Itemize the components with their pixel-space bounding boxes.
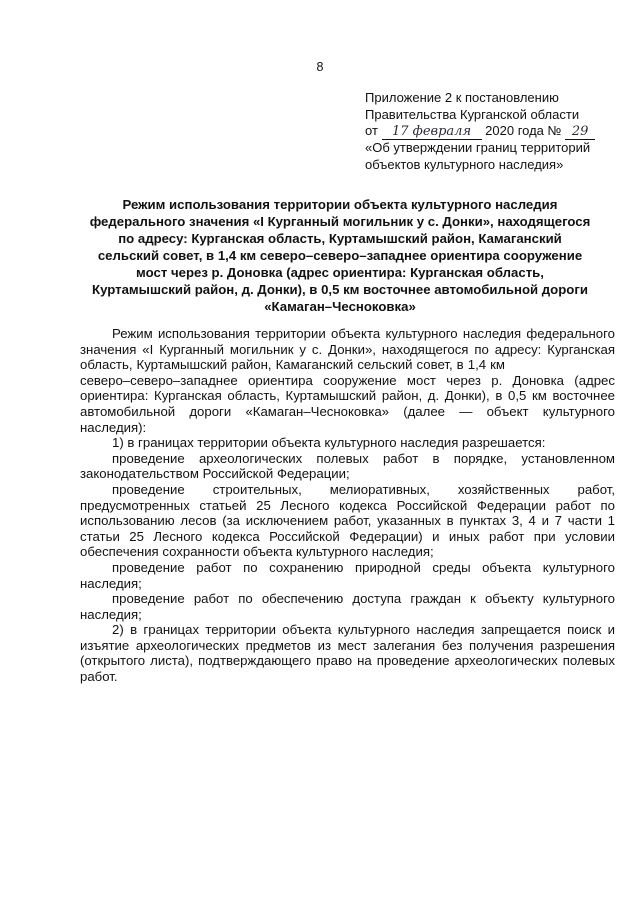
appendix-header xyxy=(365,90,610,173)
title-line: Куртамышский район, д. Донки), в 0,5 км восточнее автомобильной дороги xyxy=(92,282,588,297)
title-line: сельский совет, в 1,4 км северо–северо–западнее ориентира сооружение xyxy=(97,248,583,263)
appendix-line-2: Правительства Курганской области xyxy=(365,106,580,122)
clause-2-paragraph: 2) в границах территории объекта культурного наследия запрещается поиск и изъятие археологических предметов из мест залегания без получения разрешения (открытого листа), подтверждающего право на проведение археологических полевых работ. xyxy=(80,622,615,685)
appendix-from-label: от xyxy=(365,123,378,138)
permitted-item-paragraph: проведение строительных, мелиоративных, хозяйственных работ, предусмотренных статьей 25 Лесного кодекса Российской Федерации работ по использованию лесов (за исключением работ, указанных в пунктах 3, 4 и 7 части 1 статьи 25 Лесного кодекса Российской Федерации) и иных работ при условии обеспечения сохранности объекта культурного наследия; xyxy=(80,481,615,560)
permitted-item-paragraph: проведение работ по сохранению природной среды объекта культурного наследия; xyxy=(80,559,615,591)
handwritten-number: 29 xyxy=(565,125,595,140)
document-title xyxy=(60,196,620,315)
intro-paragraph xyxy=(80,326,615,435)
title-line: «Камаган–Чесноковка» xyxy=(264,299,416,314)
intro-text-b: северо–северо–западнее ориентира сооружение мост через р. Доновка (адрес ориентира: Курганская область, Куртамышский район, д. Донки), в 0,5 км восточнее автомобильной дороги «Камаган–Чесноковка» (далее — объект культурного наследия): xyxy=(80,372,615,435)
appendix-date-line xyxy=(365,123,610,140)
clause-1-paragraph: 1) в границах территории объекта культурного наследия разрешается: xyxy=(112,435,546,451)
appendix-line-4: «Об утверждении границ территорий xyxy=(365,140,591,155)
title-line: Режим использования территории объекта культурного наследия xyxy=(122,197,558,212)
appendix-line-5: объектов культурного наследия» xyxy=(365,156,564,172)
intro-text-a: Режим использования территории объекта культурного наследия федерального значения «I Курганный могильник у с. Донки», находящегося по адресу: Курганская область, Куртамышский район, Камаганский сельский совет, в 1,4 км xyxy=(80,326,615,373)
permitted-item-paragraph: проведение археологических полевых работ в порядке, установленном законодательством Российской Федерации; xyxy=(80,450,615,482)
appendix-year-text: 2020 года № xyxy=(485,123,562,138)
page-number: 8 xyxy=(316,60,324,74)
appendix-line-1: Приложение 2 к постановлению xyxy=(365,90,559,105)
permitted-item-paragraph: проведение работ по обеспечению доступа граждан к объекту культурного наследия; xyxy=(80,591,615,622)
title-line: мост через р. Доновка (адрес ориентира: Курганская область, xyxy=(136,265,544,280)
title-line: федерального значения «I Курганный могильник у с. Донки», находящегося xyxy=(89,214,591,229)
title-line: по адресу: Курганская область, Куртамышский район, Камаганский xyxy=(118,231,562,246)
document-body xyxy=(80,326,615,685)
handwritten-date: 17 февраля xyxy=(382,125,482,140)
